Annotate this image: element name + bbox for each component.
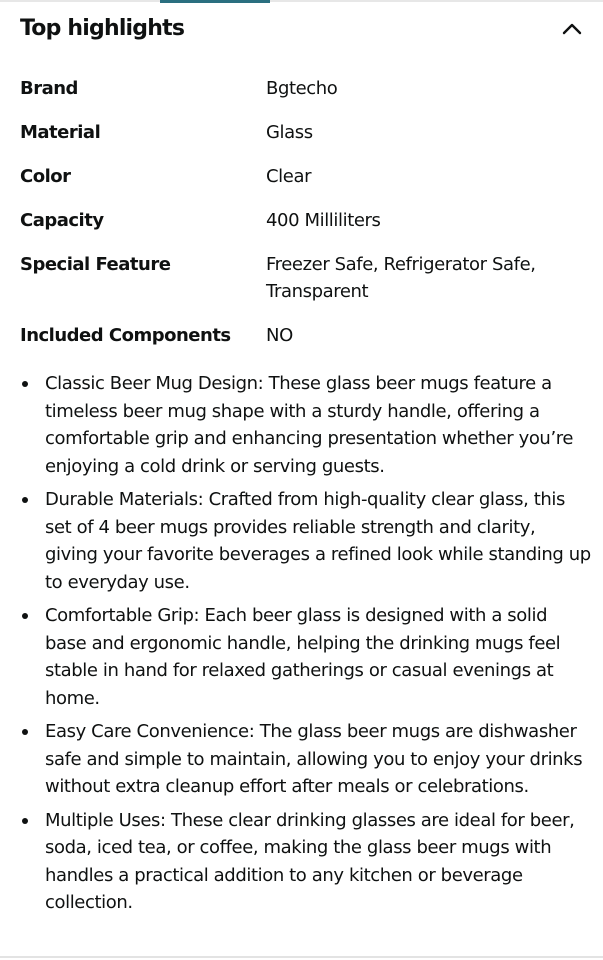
spec-key: Material	[20, 122, 101, 143]
section-title: Top highlights	[20, 16, 185, 41]
spec-value: Clear	[266, 166, 312, 187]
feature-bullet-text: Durable Materials: Crafted from high-quality clear glass, this set of 4 beer mugs provides reliable strength and clarity, giving your favorite beverages a refined look while standing up to everyday use.	[45, 489, 591, 593]
bullet-dot-icon	[22, 497, 28, 503]
collapse-button[interactable]	[556, 14, 588, 44]
feature-bullet	[0, 602, 603, 712]
chevron-up-icon	[561, 22, 583, 36]
feature-bullet	[0, 370, 603, 480]
spec-value: Glass	[266, 122, 313, 143]
bottom-divider	[0, 956, 603, 958]
spec-value: Freezer Safe, Refrigerator Safe, Transparent	[266, 254, 536, 302]
spec-value: NO	[266, 325, 293, 346]
feature-bullet-text: Comfortable Grip: Each beer glass is designed with a solid base and ergonomic handle, helping the drinking mugs feel stable in hand for relaxed gatherings or casual evenings at home.	[45, 605, 561, 709]
bullet-dot-icon	[22, 613, 28, 619]
bullet-dot-icon	[22, 729, 28, 735]
feature-bullet-text: Classic Beer Mug Design: These glass beer mugs feature a timeless beer mug shape with a sturdy handle, offering a comfortable grip and enhancing presentation whether you’re enjoying a cold drink or serving guests.	[45, 373, 574, 477]
feature-bullet-list	[0, 370, 603, 923]
section-header[interactable]	[0, 0, 603, 62]
spec-key: Special Feature	[20, 254, 171, 275]
spec-value: Bgtecho	[266, 78, 338, 99]
spec-key: Capacity	[20, 210, 104, 231]
feature-bullet	[0, 486, 603, 596]
spec-key: Brand	[20, 78, 78, 99]
feature-bullet	[0, 807, 603, 917]
feature-bullet-text: Easy Care Convenience: The glass beer mugs are dishwasher safe and simple to maintain, allowing you to enjoy your drinks without extra cleanup effort after meals or celebrations.	[45, 721, 583, 797]
spec-key: Color	[20, 166, 71, 187]
spec-key: Included Components	[20, 325, 231, 346]
spec-value: 400 Milliliters	[266, 210, 381, 231]
bullet-dot-icon	[22, 381, 28, 387]
feature-bullet-text: Multiple Uses: These clear drinking glasses are ideal for beer, soda, iced tea, or coffee, making the glass beer mugs with handles a practical addition to any kitchen or beverage collection.	[45, 809, 575, 913]
feature-bullet	[0, 718, 603, 801]
bullet-dot-icon	[22, 818, 28, 824]
